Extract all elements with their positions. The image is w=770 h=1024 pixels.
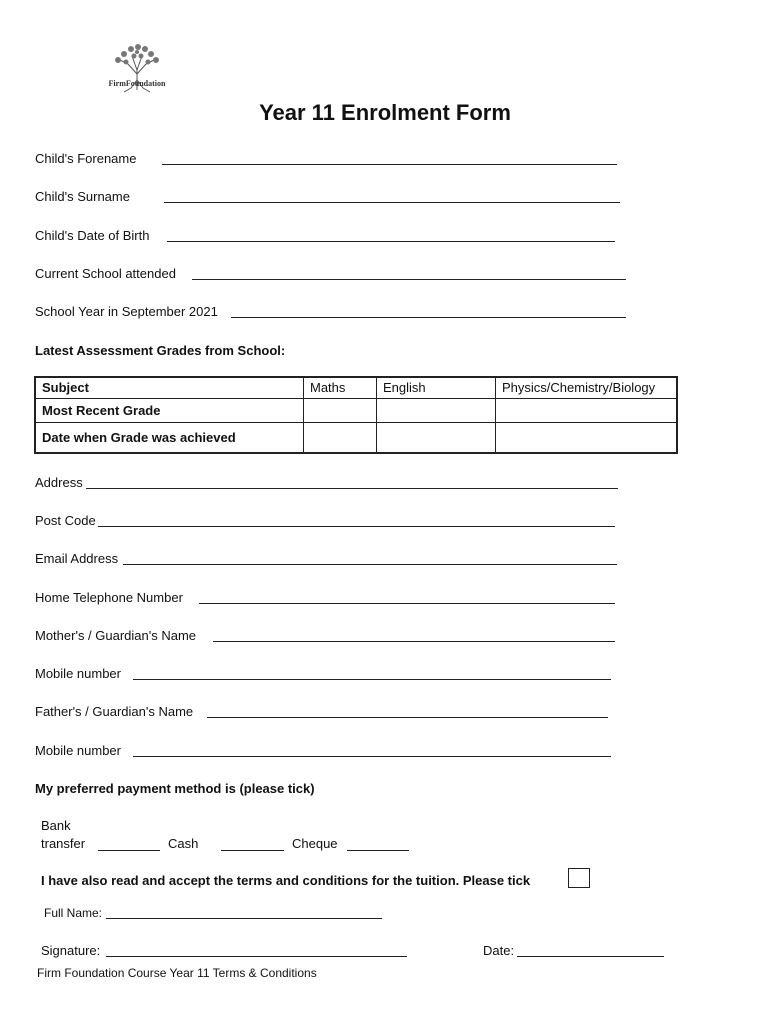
post-code-field[interactable]	[98, 526, 615, 527]
grades-heading: Latest Assessment Grades from School:	[35, 343, 286, 358]
payment-heading: My preferred payment method is (please tick)	[35, 781, 315, 796]
footer-text: Firm Foundation Course Year 11 Terms & Conditions	[37, 966, 317, 980]
current-school-label: Current School attended	[35, 266, 176, 281]
table-row	[35, 398, 677, 422]
home-phone-field[interactable]	[199, 603, 615, 604]
post-code-label: Post Code	[35, 513, 96, 528]
signature-label: Signature:	[41, 943, 101, 958]
dob-label: Child's Date of Birth	[35, 228, 150, 243]
signature-field[interactable]	[106, 956, 407, 957]
table-row	[35, 422, 677, 453]
email-label: Email Address	[35, 551, 119, 566]
header-maths: Maths	[304, 377, 377, 398]
school-year-label: School Year in September 2021	[35, 304, 218, 319]
table-header-row	[35, 377, 677, 398]
cell-maths-date[interactable]	[304, 422, 377, 453]
mother-name-field[interactable]	[213, 641, 615, 642]
surname-label: Child's Surname	[35, 189, 130, 204]
full-name-field[interactable]	[106, 918, 382, 919]
mother-name-label: Mother's / Guardian's Name	[35, 628, 197, 643]
forename-field[interactable]	[162, 164, 617, 165]
cheque-tick-field[interactable]	[347, 850, 409, 851]
svg-text:FirmFoundation: FirmFoundation	[108, 79, 166, 88]
home-phone-label: Home Telephone Number	[35, 590, 183, 605]
cash-tick-field[interactable]	[221, 850, 284, 851]
school-year-field[interactable]	[231, 317, 626, 318]
mother-mobile-field[interactable]	[133, 679, 611, 680]
header-science: Physics/Chemistry/Biology	[496, 377, 678, 398]
cell-maths-grade[interactable]	[304, 398, 377, 422]
cell-english-date[interactable]	[377, 422, 496, 453]
cell-science-grade[interactable]	[496, 398, 678, 422]
header-english: English	[377, 377, 496, 398]
date-label: Date:	[483, 943, 515, 958]
date-field[interactable]	[517, 956, 664, 957]
father-name-field[interactable]	[207, 717, 608, 718]
address-label: Address	[35, 475, 83, 490]
address-field[interactable]	[86, 488, 618, 489]
surname-field[interactable]	[164, 202, 620, 203]
terms-text: I have also read and accept the terms and conditions for the tuition. Please tick	[41, 873, 531, 888]
row-label-grade-date: Date when Grade was achieved	[35, 422, 304, 453]
cell-english-grade[interactable]	[377, 398, 496, 422]
grades-table	[34, 376, 678, 454]
current-school-field[interactable]	[192, 279, 626, 280]
bank-transfer-label-line1: Bank	[41, 818, 71, 833]
dob-field[interactable]	[167, 241, 615, 242]
row-label-recent-grade: Most Recent Grade	[35, 398, 304, 422]
cash-label: Cash	[168, 836, 199, 851]
cheque-label: Cheque	[292, 836, 338, 851]
cell-science-date[interactable]	[496, 422, 678, 453]
bank-transfer-tick-field[interactable]	[98, 850, 160, 851]
father-name-label: Father's / Guardian's Name	[35, 704, 194, 719]
header-subject: Subject	[35, 377, 304, 398]
bank-transfer-label-line2: transfer	[41, 836, 86, 851]
email-field[interactable]	[123, 564, 617, 565]
terms-checkbox[interactable]	[568, 868, 590, 888]
page-title: Year 11 Enrolment Form	[259, 100, 511, 125]
full-name-label: Full Name:	[44, 906, 103, 920]
father-mobile-field[interactable]	[133, 756, 611, 757]
mother-mobile-label: Mobile number	[35, 666, 121, 681]
forename-label: Child's Forename	[35, 151, 137, 166]
father-mobile-label: Mobile number	[35, 743, 121, 758]
